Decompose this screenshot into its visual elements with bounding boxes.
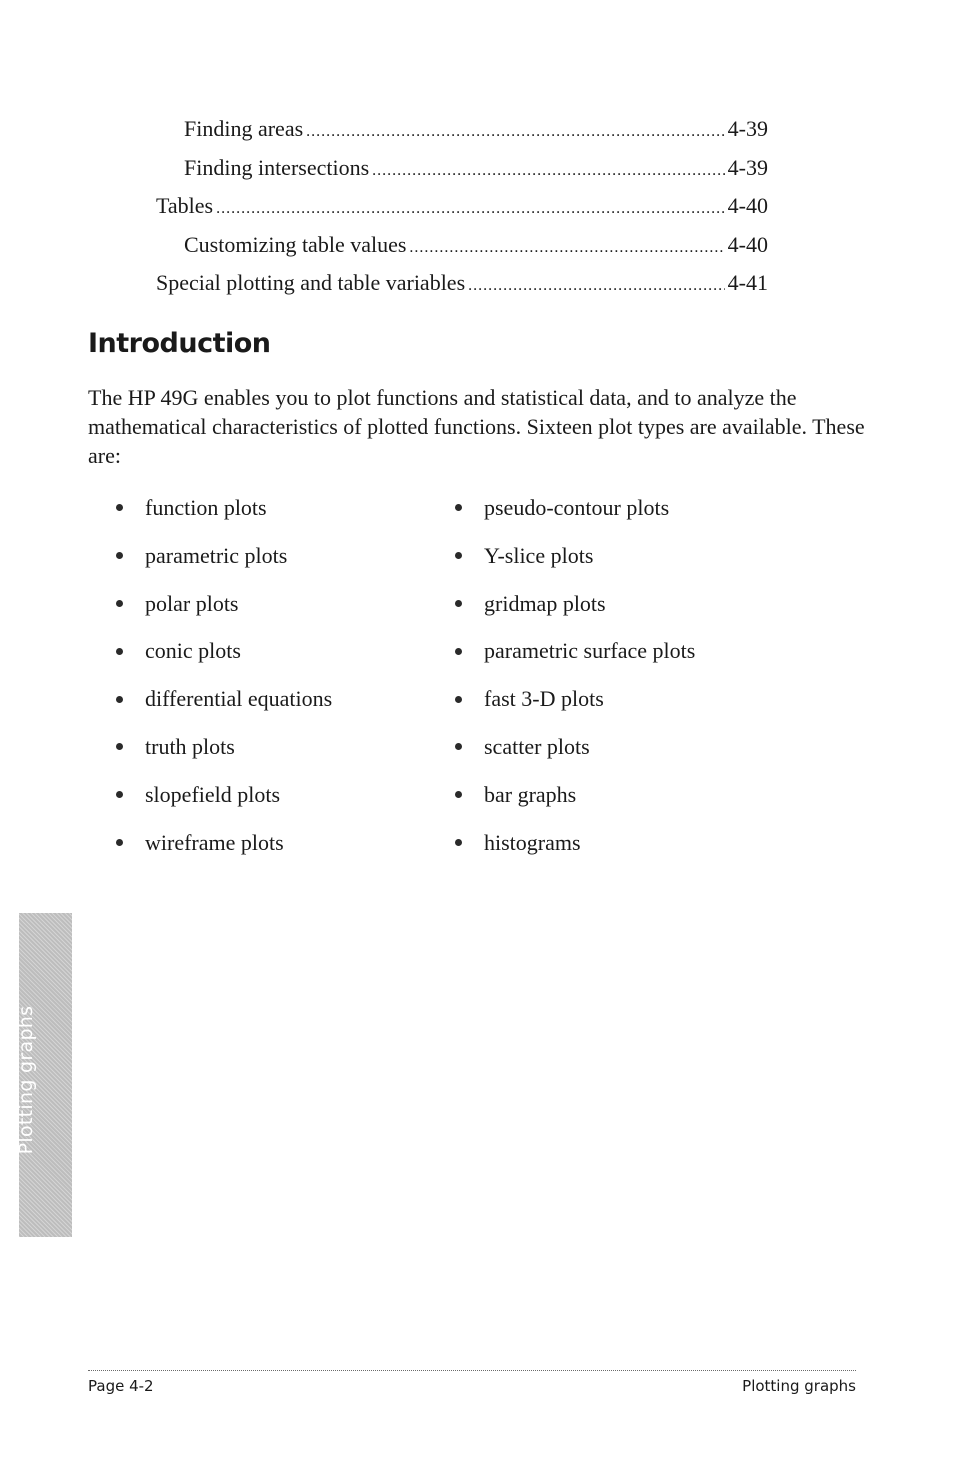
toc-leader-dots [468,267,725,306]
bullet-icon [455,552,462,559]
table-of-contents [156,110,768,303]
list-item-text: wireframe plots [145,829,284,855]
list-item-text: truth plots [145,733,235,759]
toc-entry-title: Finding intersections [184,154,370,180]
bullet-icon [455,600,462,607]
footer-chapter-title: Plotting graphs [742,1377,856,1395]
toc-entry-title: Tables [156,193,214,218]
toc-page-number: 4-39 [727,116,768,141]
bullet-icon [116,839,123,846]
bullet-icon [116,743,123,750]
list-item-text: Y-slice plots [484,542,594,568]
toc-entry-title: Customizing table values [184,231,407,257]
list-item [455,723,695,771]
section-heading: Introduction [88,328,271,359]
list-item [116,675,332,723]
bullet-icon [455,504,462,511]
footer-divider [88,1370,856,1371]
toc-page-number: 4-40 [727,231,768,257]
intro-paragraph: The HP 49G enables you to plot functions and statistical data, and to analyze the mathematical characteristics of plotted functions. Sixteen plot types are available. These are: [88,385,865,468]
list-item-text: polar plots [145,590,239,616]
list-item [116,580,332,628]
list-item [116,819,332,867]
list-item-text: scatter plots [484,733,590,759]
bullet-icon [455,839,462,846]
toc-leader-dots [306,113,725,152]
bullet-icon [116,648,123,655]
bullet-icon [116,791,123,798]
bullet-icon [116,552,123,559]
toc-entry-customizing-table-values[interactable] [156,226,768,265]
list-item-text: fast 3-D plots [484,686,604,712]
list-item [455,627,695,675]
list-item [455,484,695,532]
toc-entry-tables[interactable] [156,187,768,226]
list-item-text: pseudo-contour plots [484,495,670,520]
list-item-text: bar graphs [484,781,577,807]
list-item-text: parametric surface plots [484,638,696,664]
list-item [116,771,332,819]
toc-leader-dots [409,229,724,268]
list-item [455,771,695,819]
toc-entry-finding-intersections[interactable] [156,149,768,188]
toc-page-number: 4-40 [727,193,768,218]
toc-page-number: 4-41 [727,270,768,295]
list-item [455,819,695,867]
list-item [455,675,695,723]
list-item-text: differential equations [145,686,333,712]
bullet-icon [455,743,462,750]
list-item-text: histograms [484,829,581,855]
list-item-text: parametric plots [145,542,288,568]
list-item-text: function plots [145,495,267,520]
bullet-icon [116,696,123,703]
footer-page-number: Page 4-2 [88,1377,154,1395]
toc-entry-title: Special plotting and table variables [156,270,466,295]
list-item [116,532,332,580]
list-item-text: conic plots [145,638,241,664]
list-item [455,580,695,628]
list-item [116,723,332,771]
bullet-icon [455,696,462,703]
plot-types-list-right [455,484,695,866]
list-item [455,532,695,580]
toc-entry-special-variables[interactable] [156,264,768,303]
bullet-icon [116,600,123,607]
list-item [116,484,332,532]
bullet-icon [455,791,462,798]
toc-page-number: 4-39 [727,154,768,180]
list-item [116,627,332,675]
bullet-icon [455,648,462,655]
chapter-side-tab-label: Plotting graphs [15,1005,37,1155]
toc-entry-title: Finding areas [184,116,304,141]
toc-leader-dots [216,190,725,229]
plot-types-list-left [116,484,332,866]
toc-leader-dots [372,152,725,191]
list-item-text: gridmap plots [484,590,606,616]
list-item-text: slopefield plots [145,781,281,807]
bullet-icon [116,504,123,511]
toc-entry-finding-areas[interactable] [156,110,768,149]
